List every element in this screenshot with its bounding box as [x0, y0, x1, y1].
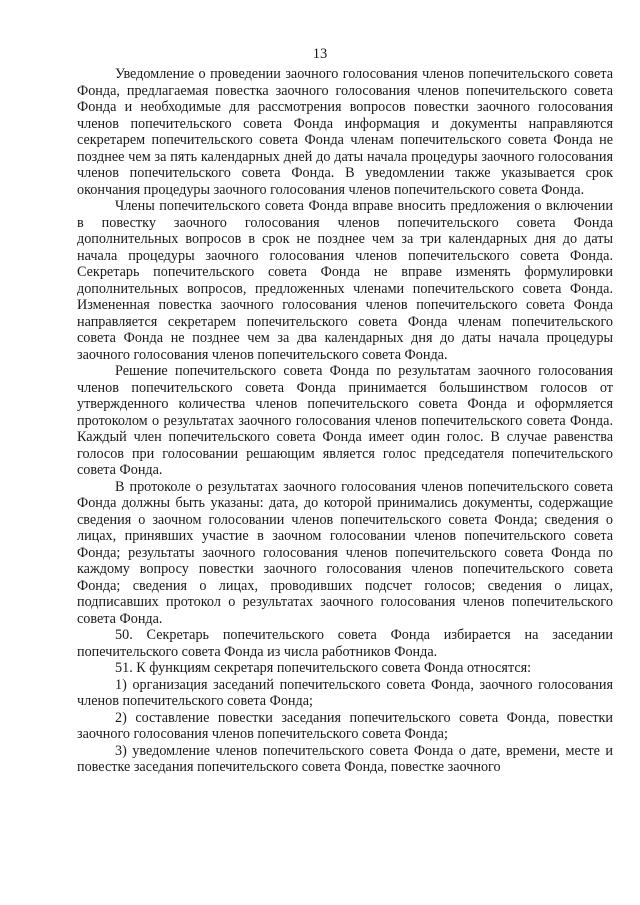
paragraph-notice: Уведомление о проведении заочного голосования членов попечительского совета Фонда, предлагаемая повестка заочного голосования членов попечительского совета Фонда и необходимые для рассмотрения вопросов повестки заочного голосования членов попечительского совета Фонда информация и документы направляются секретарем попечительского совета Фонда членам попечительского совета Фонда не позднее чем за пять календарных дней до даты начала процедуры заочного голосования членов попечительского совета Фонда. В уведомлении также указывается срок окончания процедуры заочного голосования членов попечительского совета Фонда.	[77, 66, 613, 198]
page-number: 13	[312, 46, 328, 62]
paragraph-clause-51: 51. К функциям секретаря попечительского совета Фонда относятся:	[115, 660, 532, 676]
list-item-3: 3) уведомление членов попечительского совета Фонда о дате, времени, месте и повестке заседания попечительского совета Фонда, повестке заочного	[77, 742, 613, 775]
paragraph-clause-50: 50. Секретарь попечительского совета Фонда избирается на заседании попечительского совета Фонда из числа работников Фонда.	[77, 627, 613, 660]
document-body	[77, 66, 613, 776]
paragraph-protocol: В протоколе о результатах заочного голосования членов попечительского совета Фонда должны быть указаны: дата, до которой принимались документы, содержащие сведения о заочном голосовании членов попечительского совета Фонда; сведения о лицах, принявших участие в заочном голосовании членов попечительского совета Фонда; результаты заочного голосования членов попечительского совета Фонда по каждому вопросу повестки заочного голосования членов попечительского совета Фонда; сведения о лицах, проводивших подсчет голосов; сведения о лицах, подписавших протокол о результатах заочного голосования членов попечительского совета Фонда.	[77, 478, 613, 627]
paragraph-additional-questions: Члены попечительского совета Фонда вправе вносить предложения о включении в повестку заочного голосования членов попечительского совета Фонда дополнительных вопросов в срок не позднее чем за три календарных дня до даты начала процедуры заочного голосования членов попечительского совета Фонда. Секретарь попечительского совета Фонда не вправе изменять формулировки дополнительных вопросов, предложенных членами попечительского совета Фонда. Измененная повестка заочного голосования членов попечительского совета Фонда направляется секретарем попечительского совета Фонда членам попечительского совета Фонда не позднее чем за два календарных дня до даты начала процедуры заочного голосования членов попечительского совета Фонда.	[77, 198, 613, 363]
paragraph-decision: Решение попечительского совета Фонда по результатам заочного голосования членов попечительского совета Фонда принимается большинством голосов от утвержденного количества членов попечительского совета Фонда и оформляется протоколом о результатах заочного голосования членов попечительского совета Фонда. Каждый член попечительского совета Фонда имеет один голос. В случае равенства голосов при голосовании решающим является голос председателя попечительского совета Фонда.	[77, 363, 613, 478]
list-item-2: 2) составление повестки заседания попечительского совета Фонда, повестки заочного голосования членов попечительского совета Фонда;	[77, 709, 613, 742]
list-item-1: 1) организация заседаний попечительского совета Фонда, заочного голосования членов попечительского совета Фонда;	[77, 676, 613, 709]
